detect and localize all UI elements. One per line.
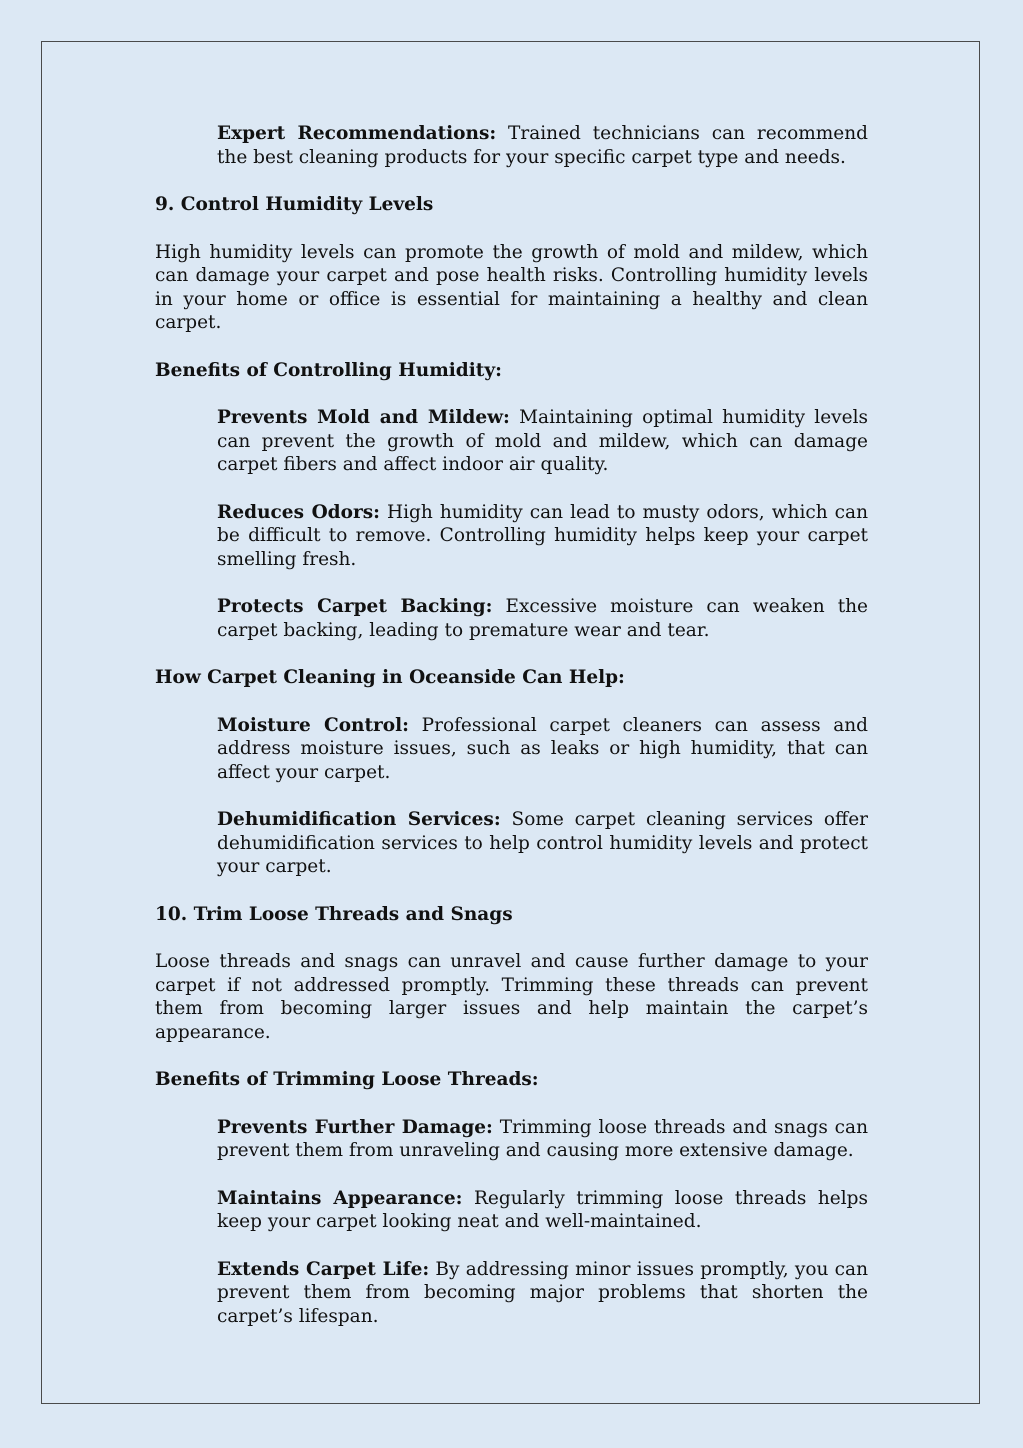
document-body <box>155 122 868 1328</box>
bullet-term: Prevents Further Damage: <box>217 1116 493 1138</box>
bullet-text: Trimming loose threads and snags can prevent them from unraveling and causing more extensive damage. <box>217 1116 868 1161</box>
bullet-dehumidification <box>217 808 868 879</box>
bullet-text: High humidity can lead to musty odors, which can be difficult to remove. Controlling humidity helps keep your carpet smelling fresh. <box>217 501 868 570</box>
section-heading-10: 10. Trim Loose Threads and Snags <box>155 903 513 925</box>
paragraph-loose-threads: Loose threads and snags can unravel and cause further damage to your carpet if not addressed promptly. Trimming these threads can prevent them from becoming larger issues and help maintain the carpet’s appearance. <box>155 951 868 1043</box>
bullet-text: Excessive moisture can weaken the carpet backing, leading to premature wear and tear. <box>217 596 868 641</box>
bullet-term: Moisture Control: <box>217 714 409 736</box>
subheading-how-oceanside-helps: How Carpet Cleaning in Oceanside Can Help: <box>155 667 625 688</box>
bullet-extends-life <box>217 1258 868 1329</box>
bullet-reduces-odors <box>217 501 868 572</box>
bullet-term: Protects Carpet Backing: <box>217 596 493 617</box>
bullet-text: Maintaining optimal humidity levels can prevent the growth of mold and mildew, which can damage carpet fibers and affect indoor air quality. <box>217 407 868 475</box>
bullet-text: Trained technicians can recommend the best cleaning products for your specific carpet type and needs. <box>217 123 868 168</box>
bullet-term: Extends Carpet Life: <box>217 1258 430 1280</box>
bullet-protects-backing <box>217 595 868 642</box>
bullet-maintains-appearance <box>217 1187 868 1234</box>
bullet-text: Professional carpet cleaners can assess and address moisture issues, such as leaks or high humidity, that can affect your carpet. <box>217 714 869 783</box>
bullet-moisture-control <box>217 714 868 785</box>
section-heading-9: 9. Control Humidity Levels <box>155 194 434 215</box>
bullet-prevents-mold <box>217 406 868 477</box>
bullet-text: By addressing minor issues promptly, you can prevent them from becoming major problems that shorten the carpet’s lifespan. <box>217 1258 868 1327</box>
subheading-benefits-humidity: Benefits of Controlling Humidity: <box>155 359 502 381</box>
bullet-text: Regularly trimming loose threads helps keep your carpet looking neat and well-maintained. <box>217 1187 868 1232</box>
bullet-term: Prevents Mold and Mildew: <box>217 407 510 428</box>
bullet-expert-recommendations <box>217 122 868 169</box>
bullet-term: Reduces Odors: <box>217 501 380 523</box>
bullet-text: Some carpet cleaning services offer dehumidification services to help control humidity levels and protect your carpet. <box>217 809 868 877</box>
bullet-prevents-damage <box>217 1116 868 1163</box>
bullet-term: Maintains Appearance: <box>217 1187 463 1209</box>
bullet-term: Dehumidification Services: <box>217 809 501 830</box>
bullet-term: Expert Recommendations: <box>217 123 497 144</box>
subheading-benefits-trimming: Benefits of Trimming Loose Threads: <box>155 1069 539 1090</box>
paragraph-humidity: High humidity levels can promote the growth of mold and mildew, which can damage your carpet and pose health risks. Controlling humidity levels in your home or office is essential for maintaining a healthy and clean carpet. <box>155 241 868 333</box>
